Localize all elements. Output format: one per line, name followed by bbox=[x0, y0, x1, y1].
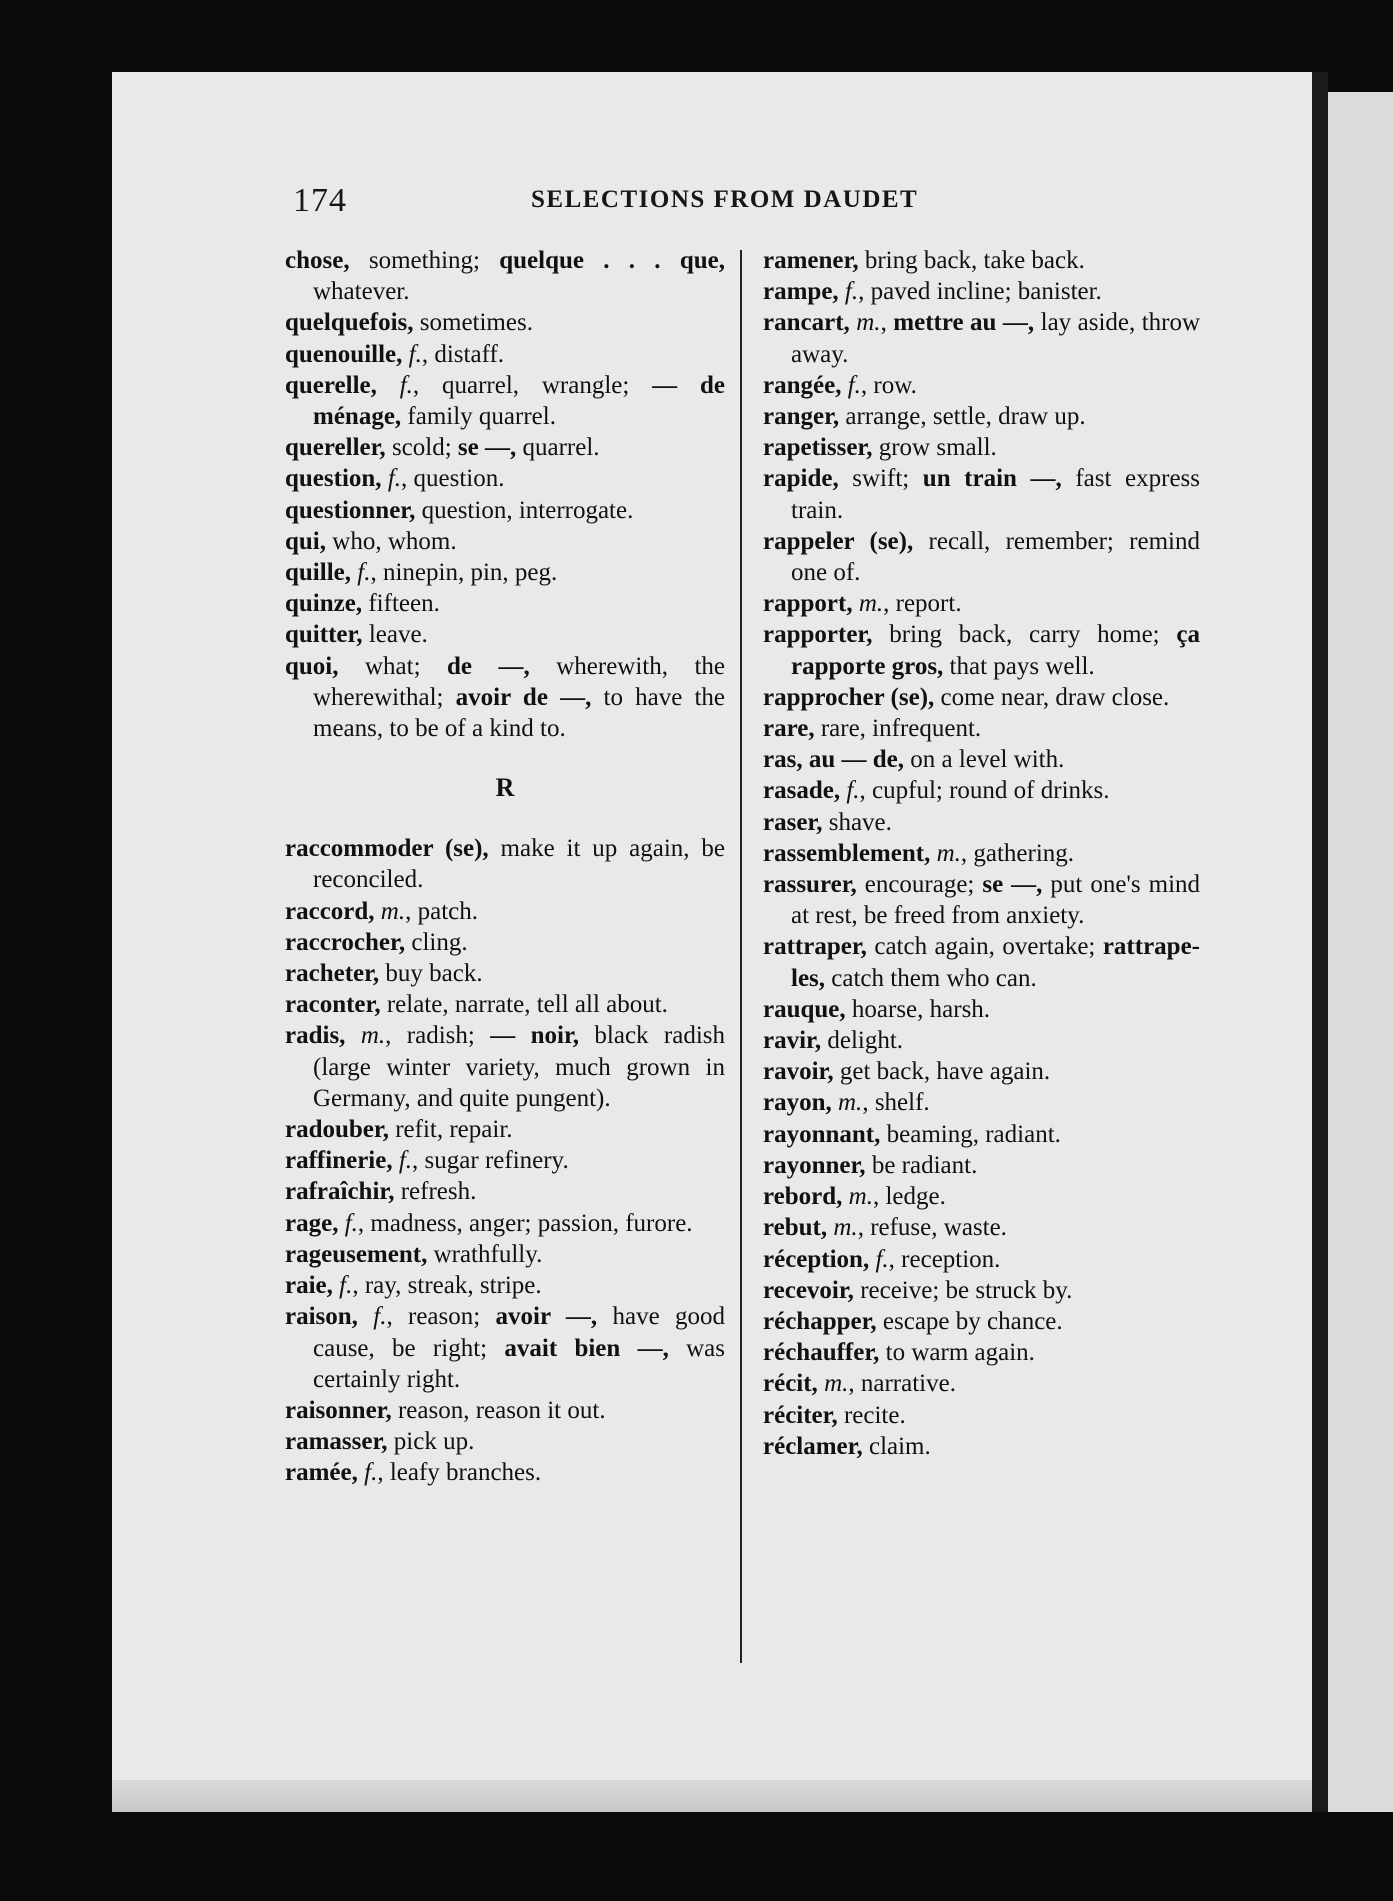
definition-text: on a level with. bbox=[903, 746, 1065, 774]
definition-text: , question. bbox=[401, 465, 505, 493]
dictionary-entry bbox=[285, 588, 725, 619]
headword: avoir —, bbox=[495, 1303, 598, 1331]
gender-abbrev: f. bbox=[399, 371, 413, 399]
definition-text: cling. bbox=[405, 928, 468, 956]
gender-abbrev: m. bbox=[936, 839, 961, 867]
definition-text: question, interrogate. bbox=[415, 496, 634, 524]
headword: recevoir, bbox=[763, 1276, 854, 1304]
headword: réciter, bbox=[763, 1401, 838, 1429]
definition-text: was certainly right. bbox=[313, 1334, 726, 1393]
headword: rattraper, bbox=[763, 933, 867, 961]
headword: ranger, bbox=[763, 403, 840, 431]
headword: rafraîchir, bbox=[285, 1178, 395, 1206]
dictionary-entry bbox=[285, 339, 725, 370]
dictionary-entry bbox=[285, 1239, 725, 1270]
definition-text: bring back, take back. bbox=[858, 247, 1085, 274]
definition-text: leave. bbox=[362, 621, 428, 649]
definition-text: receive; be struck by. bbox=[853, 1276, 1073, 1304]
dictionary-entry bbox=[763, 838, 1200, 869]
headword: ramener, bbox=[763, 247, 859, 274]
definition-text: claim. bbox=[862, 1432, 931, 1460]
definition-text: that pays well. bbox=[943, 652, 1095, 680]
column-divider bbox=[740, 250, 742, 1663]
right-entries bbox=[763, 245, 1200, 1462]
dictionary-entry bbox=[285, 989, 725, 1020]
gender-abbrev: m. bbox=[824, 1370, 849, 1398]
headword: quenouille, bbox=[285, 340, 403, 368]
headword: rasade, bbox=[763, 777, 841, 805]
gender-abbrev: f. bbox=[387, 465, 402, 493]
headword: rage, bbox=[285, 1209, 339, 1237]
dictionary-entry bbox=[763, 1119, 1200, 1150]
dictionary-entry bbox=[763, 1337, 1200, 1368]
headword: — noir, bbox=[490, 1022, 580, 1050]
dictionary-entry bbox=[763, 931, 1200, 993]
left-column bbox=[285, 245, 725, 1489]
headword: raie, bbox=[285, 1272, 333, 1300]
dictionary-entry bbox=[763, 1212, 1200, 1243]
left-entries-r bbox=[285, 833, 725, 1488]
headword: quinze, bbox=[285, 590, 363, 618]
headword: ça rapporte gros, bbox=[791, 621, 1200, 680]
headword: rebord, bbox=[763, 1183, 843, 1211]
dictionary-entry bbox=[763, 1431, 1200, 1462]
definition-text: reason, reason it out. bbox=[391, 1396, 606, 1424]
definition-text: , leafy branches. bbox=[377, 1459, 542, 1487]
dictionary-entry bbox=[763, 869, 1200, 931]
dictionary-entry bbox=[285, 1270, 725, 1301]
dictionary-entry bbox=[285, 463, 725, 494]
headword: — de ménage, bbox=[313, 371, 725, 431]
headword: raffinerie, bbox=[285, 1147, 393, 1175]
headword: quereller, bbox=[285, 434, 386, 462]
headword: ravir, bbox=[763, 1027, 822, 1055]
dictionary-entry bbox=[763, 307, 1200, 369]
headword: rayonner, bbox=[763, 1151, 866, 1179]
headword: se —, bbox=[457, 434, 517, 462]
dictionary-entry bbox=[285, 927, 725, 958]
headword: rauque, bbox=[763, 995, 846, 1023]
definition-text: sometimes. bbox=[413, 309, 533, 337]
definition-text: scold; bbox=[385, 434, 458, 462]
headword: rancart, bbox=[763, 309, 850, 337]
headword: querelle, bbox=[285, 371, 377, 399]
dictionary-entry bbox=[763, 432, 1200, 463]
dictionary-entry bbox=[763, 1306, 1200, 1337]
dictionary-entry bbox=[285, 1457, 725, 1488]
page-number: 174 bbox=[293, 182, 347, 219]
section-letter: R bbox=[495, 773, 515, 803]
headword: avait bien —, bbox=[504, 1334, 669, 1362]
dictionary-entry bbox=[285, 958, 725, 989]
definition-text: something; bbox=[349, 247, 500, 274]
dictionary-entry bbox=[763, 1181, 1200, 1212]
headword: rappeler (se), bbox=[763, 527, 914, 555]
dictionary-entry bbox=[285, 833, 725, 895]
dictionary-entry bbox=[763, 276, 1200, 307]
running-head: SELECTIONS FROM DAUDET bbox=[531, 186, 919, 213]
definition-text: , gathering. bbox=[960, 839, 1075, 867]
dictionary-entry bbox=[285, 557, 725, 588]
definition-text: quarrel. bbox=[516, 434, 600, 462]
headword: rassemblement, bbox=[763, 839, 931, 867]
gender-abbrev: m. bbox=[360, 1022, 386, 1050]
definition-text: have good cause, be right; bbox=[313, 1303, 725, 1362]
gender-abbrev: f. bbox=[373, 1303, 387, 1331]
definition-text: bring back, carry home; bbox=[872, 621, 1177, 649]
definition-text: beaming, radiant. bbox=[880, 1120, 1061, 1148]
headword: quoi, bbox=[285, 652, 339, 680]
dictionary-entry bbox=[763, 682, 1200, 713]
headword: questionner, bbox=[285, 496, 416, 524]
definition-text bbox=[377, 372, 400, 399]
headword: ravoir, bbox=[763, 1058, 834, 1086]
headword: réchapper, bbox=[763, 1307, 877, 1335]
gender-abbrev: f. bbox=[408, 340, 422, 368]
headword: mettre au —, bbox=[893, 309, 1035, 337]
headword: quitter, bbox=[285, 621, 363, 649]
headword: qui, bbox=[285, 527, 327, 555]
definition-text: shave. bbox=[822, 808, 892, 836]
definition-text: , refuse, waste. bbox=[857, 1214, 1007, 1242]
definition-text: buy back. bbox=[379, 960, 483, 988]
adjacent-page-edge bbox=[1328, 92, 1393, 1812]
gender-abbrev: m. bbox=[858, 590, 884, 618]
headword: rageusement, bbox=[285, 1240, 428, 1268]
dictionary-entry bbox=[285, 1020, 725, 1114]
gender-abbrev: m. bbox=[380, 897, 406, 925]
headword: récit, bbox=[763, 1370, 818, 1398]
headword: quelque . . . que, bbox=[499, 247, 725, 274]
headword: rassurer, bbox=[763, 871, 857, 899]
dictionary-entry bbox=[763, 807, 1200, 838]
dictionary-entry bbox=[763, 526, 1200, 588]
headword: quille, bbox=[285, 559, 351, 587]
headword: ramasser, bbox=[285, 1428, 388, 1456]
definition-text: who, whom. bbox=[326, 527, 457, 555]
definition-text: black radish (large winter variety, much grown in Germany, and quite pungent). bbox=[313, 1022, 726, 1112]
page-bottom-edge bbox=[112, 1780, 1312, 1812]
dictionary-entry bbox=[763, 588, 1200, 619]
headword: rare, bbox=[763, 715, 815, 743]
dictionary-entry bbox=[763, 1275, 1200, 1306]
definition-text: refit, repair. bbox=[388, 1116, 513, 1144]
headword: se —, bbox=[982, 871, 1043, 899]
definition-text: , ninepin, pin, peg. bbox=[370, 559, 558, 587]
definition-text: , bbox=[880, 309, 894, 337]
page-gutter bbox=[1312, 72, 1328, 1812]
definition-text: fifteen. bbox=[362, 590, 440, 618]
dictionary-entry bbox=[763, 994, 1200, 1025]
dictionary-entry bbox=[763, 1244, 1200, 1275]
dictionary-entry bbox=[285, 370, 725, 432]
dictionary-entry bbox=[285, 307, 725, 338]
gender-abbrev: m. bbox=[833, 1214, 858, 1242]
definition-text: , row. bbox=[860, 371, 917, 399]
left-entries-q bbox=[285, 245, 725, 744]
headword: rapport, bbox=[763, 590, 853, 618]
headword: chose, bbox=[285, 247, 350, 274]
definition-text: hoarse, harsh. bbox=[845, 995, 991, 1023]
definition-text: , reason; bbox=[386, 1303, 496, 1331]
dictionary-entry bbox=[763, 1368, 1200, 1399]
headword: raconter, bbox=[285, 991, 381, 1019]
definition-text: whatever. bbox=[313, 278, 410, 306]
headword: rangée, bbox=[763, 371, 842, 399]
definition-text: relate, narrate, tell all about. bbox=[380, 991, 668, 1019]
dictionary-entry bbox=[763, 245, 1200, 276]
dictionary-entry bbox=[763, 370, 1200, 401]
dictionary-entry bbox=[285, 1301, 725, 1395]
dictionary-entry bbox=[763, 1400, 1200, 1431]
headword: rapporter, bbox=[763, 621, 873, 649]
page-header bbox=[293, 182, 965, 222]
definition-text: , cupful; round of drinks. bbox=[859, 777, 1110, 805]
headword: rapprocher (se), bbox=[763, 683, 935, 711]
gender-abbrev: f. bbox=[398, 1147, 413, 1175]
definition-text: recall, remember; remind one of. bbox=[791, 527, 1200, 587]
definition-text: , radish; bbox=[385, 1022, 491, 1050]
definition-text: , reception. bbox=[888, 1245, 1001, 1273]
dictionary-entry bbox=[763, 775, 1200, 806]
definition-text: , shelf. bbox=[862, 1089, 930, 1117]
dictionary-entry bbox=[763, 401, 1200, 432]
gender-abbrev: m. bbox=[848, 1183, 873, 1211]
definition-text: get back, have again. bbox=[833, 1058, 1051, 1086]
definition-text: , paved incline; banister. bbox=[858, 278, 1102, 306]
headword: ras, au — de, bbox=[763, 746, 904, 774]
definition-text: escape by chance. bbox=[876, 1307, 1063, 1335]
dictionary-entry bbox=[763, 1087, 1200, 1118]
headword: ramée, bbox=[285, 1459, 358, 1487]
definition-text bbox=[358, 1303, 373, 1330]
dictionary-entry bbox=[763, 744, 1200, 775]
gender-abbrev: f. bbox=[344, 1209, 358, 1237]
dictionary-entry bbox=[285, 1114, 725, 1145]
headword: raccrocher, bbox=[285, 928, 406, 956]
dictionary-entry bbox=[285, 1145, 725, 1176]
definition-text: come near, draw close. bbox=[934, 683, 1170, 711]
headword: radouber, bbox=[285, 1116, 389, 1144]
headword: rattrape-les, bbox=[791, 933, 1200, 992]
headword: rampe, bbox=[763, 278, 839, 306]
definition-text: swift; bbox=[838, 465, 923, 493]
dictionary-entry bbox=[285, 495, 725, 526]
definition-text: family quarrel. bbox=[401, 403, 556, 431]
gender-abbrev: f. bbox=[844, 278, 859, 306]
gender-abbrev: m. bbox=[856, 309, 881, 337]
definition-text: wherewith, the wherewithal; bbox=[313, 652, 726, 711]
dictionary-entry bbox=[285, 1426, 725, 1457]
headword: réclamer, bbox=[763, 1432, 863, 1460]
headword: rayon, bbox=[763, 1089, 832, 1117]
definition-text: catch them who can. bbox=[825, 964, 1037, 992]
definition-text: put one's mind at rest, be freed from anxiety. bbox=[791, 871, 1201, 930]
definition-text: wrathfully. bbox=[427, 1240, 543, 1268]
headword: quelquefois, bbox=[285, 309, 414, 337]
definition-text: make it up again, be reconciled. bbox=[313, 835, 725, 894]
headword: rapide, bbox=[763, 465, 839, 493]
definition-text: , madness, anger; passion, furore. bbox=[357, 1209, 693, 1237]
definition-text: , ledge. bbox=[872, 1183, 946, 1211]
definition-text: encourage; bbox=[856, 871, 983, 899]
definition-text: pick up. bbox=[387, 1428, 475, 1456]
definition-text: , patch. bbox=[405, 897, 478, 925]
gender-abbrev: m. bbox=[838, 1089, 863, 1117]
dictionary-entry bbox=[763, 619, 1200, 681]
definition-text: be radiant. bbox=[865, 1151, 978, 1179]
headword: avoir de —, bbox=[455, 683, 592, 711]
headword: radis, bbox=[285, 1022, 346, 1050]
definition-text: lay aside, throw away. bbox=[791, 309, 1201, 368]
dictionary-entry bbox=[285, 619, 725, 650]
gender-abbrev: f. bbox=[875, 1245, 889, 1273]
dictionary-entry bbox=[763, 463, 1200, 525]
dictionary-entry bbox=[285, 1395, 725, 1426]
definition-text: , quarrel, wrangle; bbox=[412, 371, 653, 399]
definition-text: catch again, overtake; bbox=[866, 933, 1103, 961]
dictionary-entry bbox=[285, 1176, 725, 1207]
definition-text: , narrative. bbox=[848, 1370, 956, 1398]
headword: raccommoder (se), bbox=[285, 835, 489, 863]
definition-text: grow small. bbox=[872, 434, 997, 462]
headword: rayonnant, bbox=[763, 1120, 881, 1148]
definition-text: refresh. bbox=[394, 1178, 477, 1206]
definition-text: , distaff. bbox=[421, 340, 505, 368]
definition-text: recite. bbox=[837, 1401, 906, 1429]
headword: raisonner, bbox=[285, 1396, 392, 1424]
dictionary-entry bbox=[285, 1208, 725, 1239]
headword: un train —, bbox=[922, 465, 1062, 493]
headword: réception, bbox=[763, 1245, 870, 1273]
definition-text bbox=[345, 1022, 360, 1049]
definition-text: rare, infrequent. bbox=[814, 715, 982, 743]
dictionary-entry bbox=[763, 1150, 1200, 1181]
gender-abbrev: f. bbox=[364, 1459, 378, 1487]
gender-abbrev: f. bbox=[357, 559, 371, 587]
dictionary-entry bbox=[763, 1056, 1200, 1087]
dictionary-entry bbox=[763, 713, 1200, 744]
headword: de —, bbox=[447, 652, 530, 680]
dictionary-entry bbox=[763, 1025, 1200, 1056]
gender-abbrev: f. bbox=[847, 371, 861, 399]
headword: racheter, bbox=[285, 960, 380, 988]
definition-text: to warm again. bbox=[879, 1339, 1035, 1367]
headword: raison, bbox=[285, 1303, 358, 1331]
definition-text: to have the means, to be of a kind to. bbox=[313, 683, 726, 743]
definition-text: , ray, streak, stripe. bbox=[352, 1272, 542, 1300]
definition-text: , report. bbox=[883, 590, 962, 618]
dictionary-entry bbox=[285, 896, 725, 927]
gender-abbrev: f. bbox=[339, 1272, 353, 1300]
gender-abbrev: f. bbox=[846, 777, 860, 805]
definition-text: fast express train. bbox=[791, 465, 1200, 524]
dictionary-entry bbox=[285, 245, 725, 307]
headword: raccord, bbox=[285, 897, 375, 925]
headword: rapetisser, bbox=[763, 434, 873, 462]
definition-text: what; bbox=[338, 652, 448, 680]
dictionary-entry bbox=[285, 526, 725, 557]
headword: réchauffer, bbox=[763, 1339, 880, 1367]
headword: raser, bbox=[763, 808, 823, 836]
definition-text: arrange, settle, draw up. bbox=[839, 403, 1086, 431]
headword: rebut, bbox=[763, 1214, 828, 1242]
right-column bbox=[763, 245, 1200, 1462]
dictionary-entry bbox=[285, 651, 725, 745]
definition-text: , sugar refinery. bbox=[412, 1147, 569, 1175]
dictionary-entry bbox=[285, 432, 725, 463]
definition-text: delight. bbox=[821, 1027, 904, 1055]
headword: question, bbox=[285, 465, 382, 493]
